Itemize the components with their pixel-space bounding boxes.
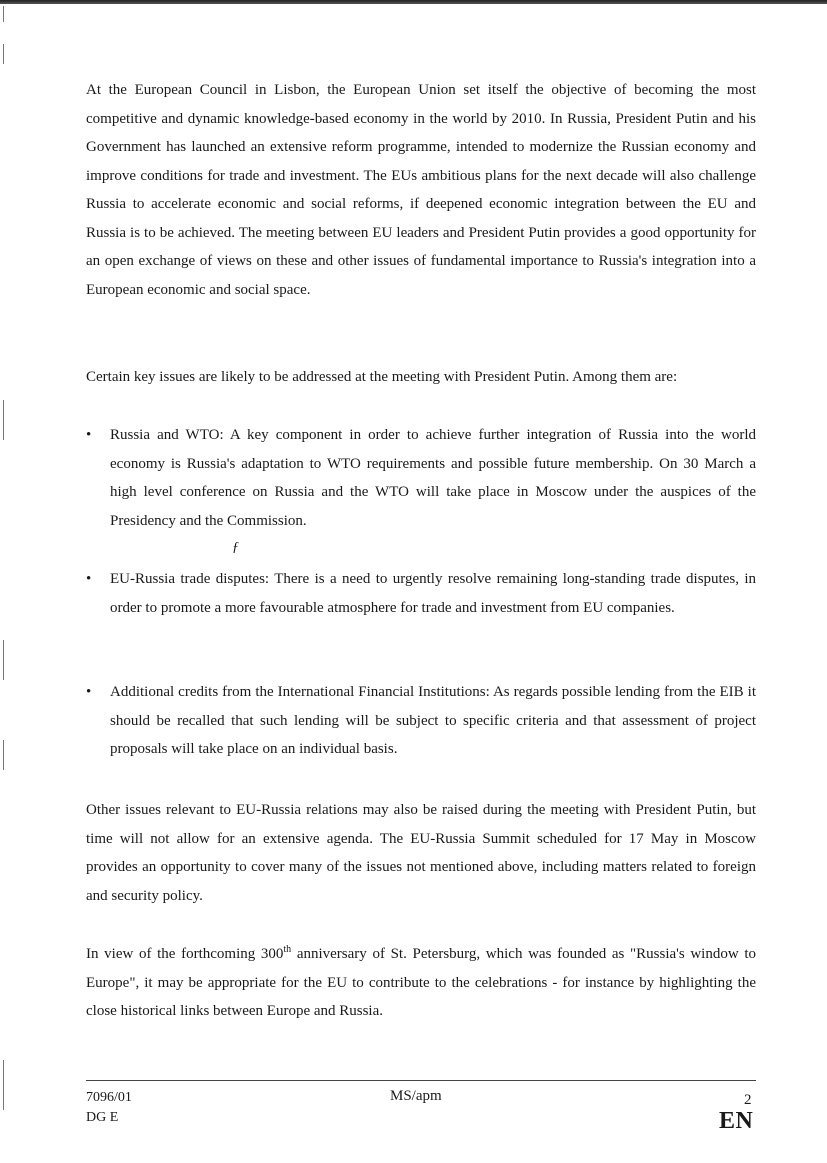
page-number: 2 [744,1092,752,1108]
bullet-symbol: • [86,571,92,587]
bullet-symbol: • [86,427,92,443]
scan-margin-mark [3,6,4,22]
scan-margin-mark [3,1060,4,1110]
paragraph-other-issues: Other issues relevant to EU-Russia relations may also be raised during the meeting with President Putin, but time will not allow for an extensive agenda. The EU-Russia Summit scheduled for 17 May in Moscow provides an opportunity to cover many of the issues not mentioned above, including matters related to foreign and security policy. [86,802,756,904]
footer-rule [86,1080,756,1081]
list-item-text: EU-Russia trade disputes: There is a need to urgently resolve remaining long-standing trade disputes, in order to promote a more favourable atmosphere for trade and investment from EU companies. [110,571,756,616]
scan-margin-mark [3,400,4,440]
directorate-code: DG E [86,1110,119,1125]
ordinal-superscript: th [283,944,292,955]
top-border-rule [0,0,827,4]
list-item-russia-wto [86,421,756,535]
scan-margin-mark [3,44,4,64]
scan-margin-mark [3,640,4,680]
list-item-text: Russia and WTO: A key component in order to achieve further integration of Russia into the world economy is Russia's adaptation to WTO requirements and possible future membership. On 30 March a high level conference on Russia and the WTO will take place in Moscow under the auspices of the Presidency and the Commission. [110,427,756,529]
footer-reference [86,1088,132,1128]
stray-scan-mark: ƒ [232,540,239,555]
paragraph-lisbon-objective: At the European Council in Lisbon, the European Union set itself the objective of becoming the most competitive and dynamic knowledge-based economy in the world by 2010. In Russia, President Putin and his Government has launched an extensive reform programme, intended to modernize the Russian economy and improve conditions for trade and investment. The EUs ambitious plans for the next decade will also challenge Russia to accelerate economic and social reforms, if deepened economic integration between the EU and Russia is to be achieved. The meeting between EU leaders and President Putin provides a good opportunity for an open exchange of views on these and other issues of fundamental importance to Russia's integration into a European economic and social space. [86,82,756,298]
language-code: EN [719,1108,754,1134]
paragraph-key-issues-intro: Certain key issues are likely to be addressed at the meeting with President Putin. Among them are: [86,369,678,385]
paragraph-st-petersburg [86,940,756,1026]
list-item-additional-credits [86,678,756,764]
list-item-trade-disputes [86,565,756,622]
paragraph-text-part: In view of the forthcoming 300 [86,946,284,962]
document-number: 7096/01 [86,1090,132,1105]
bullet-symbol: • [86,684,92,700]
author-initials: MS/apm [390,1088,442,1104]
paragraph-text-part: anniversary of St. Petersburg, which was founded as "Russia's window to Europe", it may be appropriate for the EU to contribute to the celebrations - for instance by highlighting the close historical links between Europe and Russia. [86,946,757,1019]
list-item-text: Additional credits from the International Financial Institutions: As regards possible lending from the EIB it should be recalled that such lending will be subject to specific criteria and that assessment of project proposals will take place on an individual basis. [110,684,756,757]
scan-margin-mark [3,740,4,770]
